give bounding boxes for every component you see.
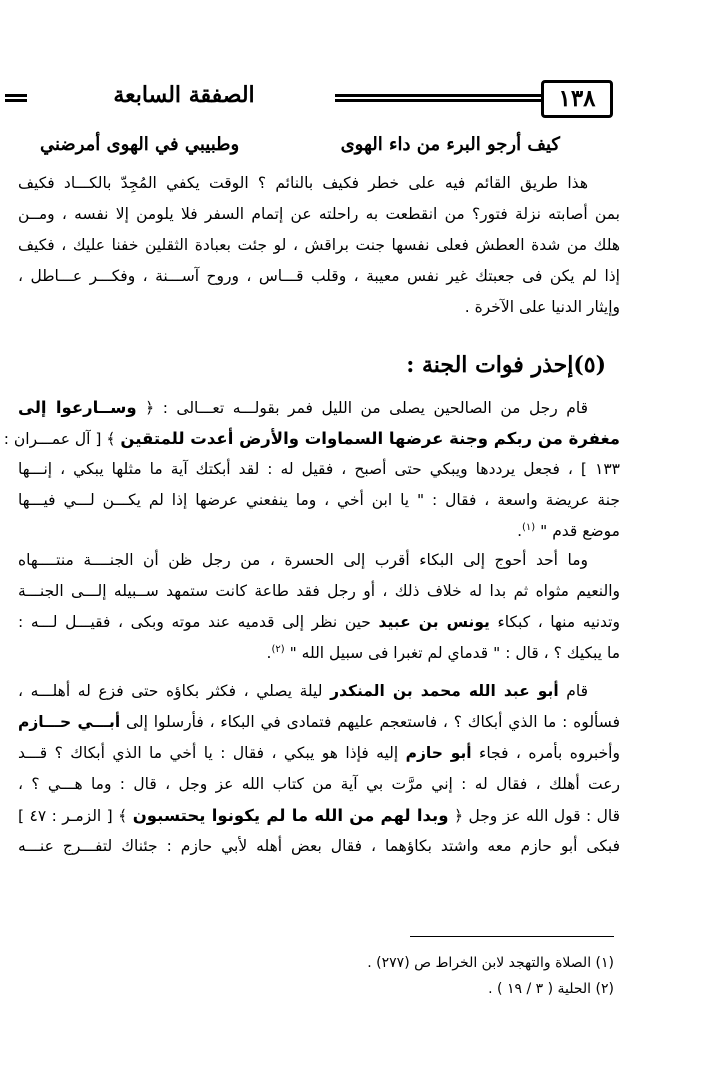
paragraph-1 [18, 168, 620, 323]
header-rule-end [5, 94, 27, 102]
text-line: وتدنيه منها ، كبكاء يونس بن عبيد حين نظر إلى قدميه عند موته وبكى ، فقيـــل لـــه : [18, 613, 620, 631]
footnote-ref-2: (٢) [271, 643, 285, 655]
page-number: ١٣٨ [541, 80, 613, 118]
quran-verse: وســارعوا إلى [18, 398, 137, 417]
text-line: بمن أصابته نزلة فتور؟ من انقطعت به راحلته عن إتمام السفر فلا يلومن إلا نفسه ، ومــن [18, 205, 620, 223]
text-line: هذا طريق القائم فيه على خطر فكيف بالنائم ؟ الوقت يكفي المُجِدّ بالكـــاد فكيف [18, 174, 588, 192]
section-heading [406, 352, 606, 378]
person-name: أبـــي حـــازم [18, 713, 121, 731]
footnote-2: (٢) الحلية ( ٣ / ١٩ ) . [488, 981, 614, 997]
person-name: يونس بن عبيد [378, 613, 490, 631]
text-line: رعت أهلك ، فقال له : إني مرَّت بي آية من كتاب الله عز وجل ، قال : وما هـــي ؟ ، [18, 775, 620, 793]
poem-hemistich-2: وطبيبي في الهوى أمرضني [40, 134, 240, 155]
text-line: موضع قدم " $^{(١)}$. [517, 521, 620, 540]
quran-verse: مغفرة من ربكم وجنة عرضها السماوات والأرض أعدت للمتقين [120, 429, 620, 448]
poem-verse [40, 134, 560, 168]
text-line: جنة عريضة واسعة ، فقال : " يا ابن أخي ، وما ينفعني عرضها إذا لم يكـــن لـــي فيـــها [18, 491, 620, 509]
paragraph-3 [18, 545, 620, 669]
header-rule [335, 94, 541, 102]
paragraph-4 [18, 676, 620, 862]
text-line: هلك من شدة العطش فعلى نفسها جنت براقش ، لو جئت بعبادة الثقلين خفنا عليك ، فكيف [18, 236, 620, 254]
text-line: ما يبكيك ؟ ، قال : " قدماي لم تغبرا فى سبيل الله " $^{(٢)}$. [266, 643, 620, 662]
text-line: وإيثار الدنيا على الآخرة . [464, 298, 620, 316]
text-line: قال : قول الله عز وجل ﴿ وبدا لهم من الله ما لم يكونوا يحتسبون ﴾ [ الزمـر : ٤٧ ] [18, 806, 621, 825]
text-line: مغفرة من ربكم وجنة عرضها السماوات والأرض أعدت للمتقين ﴾ [ آل عمـــران : [3, 429, 620, 448]
text-line: ١٣٣ ] ، فجعل يرددها ويبكي حتى أصبح ، فقيل له : لقد أبكتك آية ما مثلها يبكي ، إنـــها [18, 460, 620, 478]
text-line: فبكى أبو حازم معه واشتد بكاؤهما ، فقال بعض أهله لأبي حازم : جئناك لتفـــرج عنـــه [18, 837, 620, 855]
poem-hemistich-1: كيف أرجو البرء من داء الهوى [340, 134, 560, 155]
footnotes [54, 950, 614, 1002]
text-line: إذا لم يكن فى جعبتك غير نفس معيبة ، وقلب قـــاس ، وروح آســـنة ، وفكـــر عـــاطل ، [18, 267, 620, 285]
footnote-divider [410, 936, 614, 937]
person-name: أبو حازم [405, 744, 472, 762]
text-line: قام رجل من الصالحين يصلى من الليل فمر بقولـــه تعـــالى : ﴿ وســارعوا إلى [18, 398, 588, 417]
section-number: (٥) [573, 352, 606, 378]
paragraph-2 [3, 392, 620, 547]
page-header [5, 80, 613, 120]
text-line: فسألوه : ما الذي أبكاك ؟ ، فاستعجم عليهم فتمادى في البكاء ، فأرسلوا إلى أبـــي حـــازم [18, 713, 620, 731]
person-name: أبو عبد الله محمد بن المنكدر [330, 682, 559, 700]
footnote-ref-1: (١) [522, 521, 536, 533]
text-line: والنعيم مثواه ثم بدا له خلاف ذلك ، أو رجل فقد طاعة كانت ستمهد ســبيله إلـــى الجنـــة [18, 582, 620, 600]
chapter-title: الصفقة السابعة [113, 82, 255, 108]
text-line: وما أحد أحوج إلى البكاء أقرب إلى الحسرة ، من رجل ظن أن الجنــــة منتــــهاه [18, 551, 588, 569]
footnote-1: (١) الصلاة والتهجد لابن الخراط ص (٢٧٧) . [367, 955, 614, 971]
section-title-text: إحذر فوات الجنة : [406, 352, 574, 378]
text-line: قام أبو عبد الله محمد بن المنكدر ليلة يصلي ، فكثر بكاؤه حتى فزع له أهلـــه ، [18, 682, 588, 700]
text-line: وأخبروه بأمره ، فجاء أبو حازم إليه فإذا هو يبكي ، فقال : يا أخي ما الذي أبكاك ؟ قـــد [18, 744, 620, 762]
quran-verse: وبدا لهم من الله ما لم يكونوا يحتسبون [132, 806, 449, 825]
